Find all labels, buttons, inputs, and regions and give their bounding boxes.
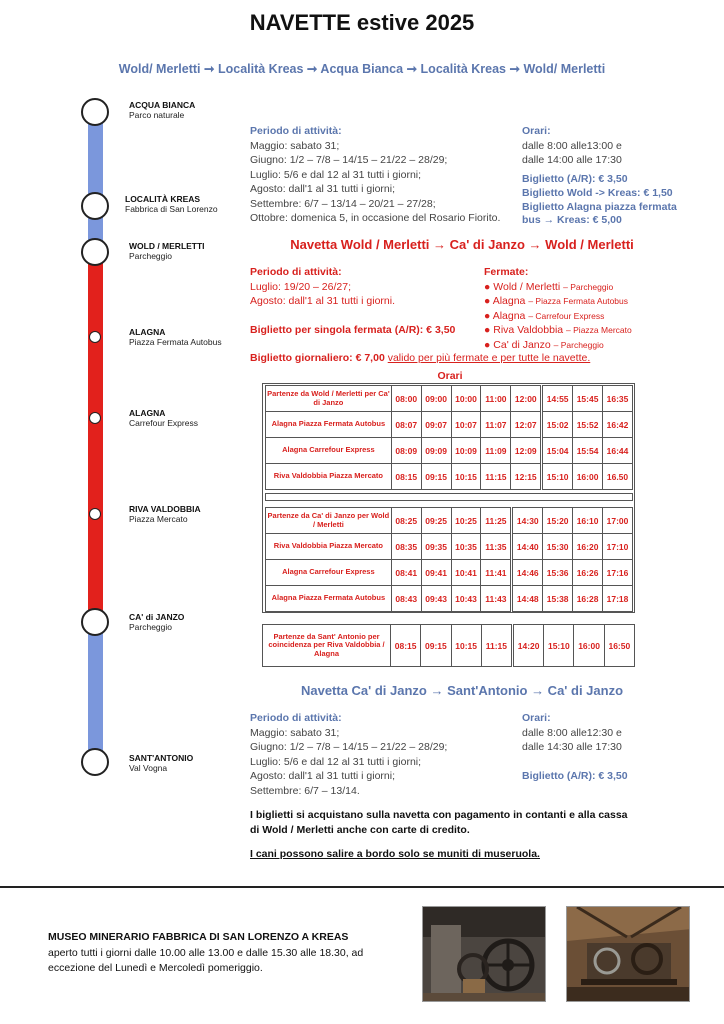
departure-time: 10:41 [451, 560, 481, 586]
departure-time: 16:26 [573, 560, 603, 586]
timetable-row [266, 534, 633, 560]
arrow-icon: ➞ [509, 62, 520, 76]
departure-time: 10:00 [451, 386, 481, 412]
departure-time: 09:43 [421, 586, 451, 612]
departure-time: 08:09 [391, 438, 421, 464]
departure-time: 09:00 [421, 386, 451, 412]
stop-label: RIVA VALDOBBIA Piazza Mercato [129, 504, 201, 524]
stop-label: LOCALITÀ KREAS Fabbrica di San Lorenzo [125, 194, 218, 214]
departure-time: 11:25 [481, 508, 512, 534]
departure-time: 10:35 [451, 534, 481, 560]
payment-note: I biglietti si acquistano sulla navetta con pagamento in contanti e alla cassa di Wold / Merletti anche con carte di credito. [250, 809, 628, 836]
departure-time: 15:52 [573, 412, 603, 438]
stop-marker-alagna-carrefour [89, 412, 101, 424]
departure-time: 09:35 [421, 534, 451, 560]
departure-time: 15:30 [543, 534, 573, 560]
departure-time: 12:09 [511, 438, 542, 464]
route-stop: Acqua Bianca [320, 62, 404, 76]
timetable-row [263, 625, 635, 667]
departure-time: 14:20 [512, 625, 543, 667]
departure-time: 12:00 [511, 386, 542, 412]
stop-label: ALAGNA Piazza Fermata Autobus [129, 327, 222, 347]
departure-time: 16:28 [573, 586, 603, 612]
timetable-stop-label: Alagna Piazza Fermata Autobus [266, 586, 392, 612]
departure-time: 16:50 [604, 625, 634, 667]
arrow-icon: ➞ [406, 62, 418, 76]
departure-time: 16:44 [603, 438, 633, 464]
departure-time: 17:18 [603, 586, 633, 612]
departure-time: 08:07 [391, 412, 421, 438]
timetable-row [266, 464, 633, 490]
museum-photo-machinery [422, 906, 546, 1002]
departure-time: 10:43 [451, 586, 481, 612]
departure-time: 15:20 [543, 508, 573, 534]
departure-time: 15:10 [544, 625, 574, 667]
timetable-return [265, 507, 633, 612]
page-title: NAVETTE estive 2025 [249, 10, 475, 35]
orari-label: Orari [437, 370, 463, 382]
departure-time: 15:02 [542, 412, 573, 438]
departure-time: 16:42 [603, 412, 633, 438]
stop-marker-antonio [81, 748, 109, 776]
timetable-row [266, 386, 633, 412]
stop-marker-janzo [81, 608, 109, 636]
departure-time: 09:25 [421, 508, 451, 534]
departure-time: 08:15 [391, 625, 421, 667]
departure-time: 16.50 [603, 464, 633, 490]
route-stop: Wold/ Merletti [523, 62, 606, 76]
departure-time: 14:46 [512, 560, 543, 586]
departure-time: 14:55 [542, 386, 573, 412]
stop-marker-riva [89, 508, 101, 520]
departure-time: 09:15 [421, 625, 451, 667]
departure-time: 10:25 [451, 508, 481, 534]
departure-time: 16:00 [573, 464, 603, 490]
departure-time: 09:07 [421, 412, 451, 438]
departure-time: 15:45 [573, 386, 603, 412]
janzo-heading: Navetta Wold / Merletti → Ca' di Janzo → Wold / Merletti [290, 237, 634, 252]
departure-time: 09:09 [421, 438, 451, 464]
arrow-icon: ➞ [306, 62, 318, 76]
timetable-stop-label: Partenze da Wold / Merletti per Ca' di Janzo [266, 386, 392, 412]
stop-marker-wold [81, 238, 109, 266]
line-segment-blue-top [88, 115, 103, 252]
departure-time: 11:41 [481, 560, 512, 586]
janzo-fermate: Fermate: ● Wold / Merletti – Parcheggio ● Alagna – Piazza Fermata Autobus ● Alagna – Carrefour Express ● Riva Valdobbia – Piazza Mercato ● Ca' di Janzo – Parcheggio [484, 266, 632, 351]
janzo-period: Periodo di attività: Luglio: 19/20 – 26/27; Agosto: dall'1 al 31 tutti i giorni. [250, 266, 396, 307]
departure-time: 16:20 [573, 534, 603, 560]
departure-time: 17:00 [603, 508, 633, 534]
timetable-row [266, 412, 633, 438]
departure-time: 10:07 [451, 412, 481, 438]
timetable-stop-label: Alagna Carrefour Express [266, 438, 392, 464]
janzo-single-ticket: Biglietto per singola fermata (A/R): € 3,50 [250, 324, 456, 336]
departure-time: 17:16 [603, 560, 633, 586]
timetable-stop-label: Alagna Piazza Fermata Autobus [266, 412, 392, 438]
antonio-hours: Orari: dalle 8:00 alle12:30 e dalle 14:30 alle 17:30 Biglietto (A/R): € 3,50 [522, 712, 628, 782]
section-divider [0, 886, 724, 888]
departure-time: 10:15 [451, 464, 481, 490]
departure-time: 17:10 [603, 534, 633, 560]
departure-time: 14:40 [512, 534, 543, 560]
departure-time: 09:41 [421, 560, 451, 586]
departure-time: 11:00 [481, 386, 511, 412]
line-segment-red [88, 252, 103, 622]
kreas-period: Periodo di attività: Maggio: sabato 31; Giugno: 1/2 – 7/8 – 14/15 – 21/22 – 28/29; Luglio: 5/6 e dal 12 al 31 tutti i giorni; Agosto: dall'1 al 31 tutti i giorni; Settembre: 6/7 – 13/14 – 20/21 – 27/28; Ottobre: domenica 5, in occasione del Rosario Fiorito. [250, 125, 501, 224]
departure-time: 08:41 [391, 560, 421, 586]
timetable-row [266, 560, 633, 586]
arrow-icon: ➞ [204, 62, 215, 76]
departure-time: 11:35 [481, 534, 512, 560]
dogs-note: I cani possono salire a bordo solo se muniti di museruola. [250, 848, 540, 860]
departure-time: 11:07 [481, 412, 511, 438]
departure-time: 15:04 [542, 438, 573, 464]
route-stop: Località Kreas [420, 62, 507, 76]
timetable-separator [265, 493, 633, 501]
antonio-heading: Navetta Ca' di Janzo → Sant'Antonio → Ca' di Janzo [300, 683, 624, 698]
departure-time: 08:15 [391, 464, 421, 490]
stop-label: ACQUA BIANCA Parco naturale [129, 100, 196, 120]
timetable-antonio [262, 624, 635, 667]
departure-time: 08:00 [391, 386, 421, 412]
timetable-stop-label: Partenze da Sant' Antonio per coincidenza per Riva Valdobbia / Alagna [263, 625, 391, 667]
timetable-stop-label: Alagna Carrefour Express [266, 560, 392, 586]
departure-time: 08:43 [391, 586, 421, 612]
departure-time: 08:35 [391, 534, 421, 560]
departure-time: 11:15 [481, 464, 511, 490]
departure-time: 16:00 [574, 625, 604, 667]
stop-label: WOLD / MERLETTI Parcheggio [129, 241, 205, 261]
timetable-stop-label: Riva Valdobbia Piazza Mercato [266, 464, 392, 490]
timetable-row [266, 586, 633, 612]
departure-time: 10:09 [451, 438, 481, 464]
departure-time: 12:15 [511, 464, 542, 490]
departure-time: 14:48 [512, 586, 543, 612]
route-stop: Località Kreas [217, 62, 304, 76]
timetable-outbound [265, 385, 633, 490]
museum-photo-workshop [566, 906, 690, 1002]
stop-label: CA' di JANZO Parcheggio [129, 612, 185, 632]
departure-time: 14:30 [512, 508, 543, 534]
stop-marker-kreas [81, 192, 109, 220]
stop-marker-alagna-piazza [89, 331, 101, 343]
stop-label: SANT'ANTONIO Val Vogna [129, 753, 194, 773]
departure-time: 16:35 [603, 386, 633, 412]
line-segment-blue-bottom [88, 622, 103, 762]
departure-time: 11:15 [481, 625, 512, 667]
route-stop: Wold/ Merletti [118, 62, 201, 76]
departure-time: 11:09 [481, 438, 511, 464]
stop-marker-acqua-bianca [81, 98, 109, 126]
janzo-daily-ticket: Biglietto giornaliero: € 7,00 valido per più fermate e per tutte le navette. [250, 352, 591, 364]
route-summary [0, 61, 724, 76]
museum-title: MUSEO MINERARIO FABBRICA DI SAN LORENZO A KREAS [48, 931, 349, 943]
departure-time: 10:15 [451, 625, 481, 667]
departure-time: 15:54 [573, 438, 603, 464]
departure-time: 16:10 [573, 508, 603, 534]
timetable-stop-label: Riva Valdobbia Piazza Mercato [266, 534, 392, 560]
departure-time: 15:10 [542, 464, 573, 490]
antonio-period: Periodo di attività: Maggio: sabato 31; Giugno: 1/2 – 7/8 – 14/15 – 21/22 – 28/29; Luglio: 5/6 e dal 12 al 31 tutti i giorni; Agosto: dall'1 al 31 tutti i giorni; Settembre: 6/7 – 13/14. [250, 712, 448, 797]
departure-time: 12:07 [511, 412, 542, 438]
departure-time: 08:25 [391, 508, 421, 534]
museum-text: aperto tutti i giorni dalle 10.00 alle 13.00 e dalle 15.30 alle 18.30, ad eccezione del Lunedì e Mercoledì pomeriggio. [48, 947, 364, 974]
departure-time: 09:15 [421, 464, 451, 490]
stop-label: ALAGNA Carrefour Express [129, 408, 198, 428]
departure-time: 11:43 [481, 586, 512, 612]
timetable-stop-label: Partenze da Ca' di Janzo per Wold / Merletti [266, 508, 392, 534]
kreas-hours: Orari: dalle 8:00 alle13:00 e dalle 14:00 alle 17:30 Biglietto (A/R): € 3,50 Biglietto Wold -> Kreas: € 1,50 Biglietto Alagna piazza fermata bus → Kreas: € 5,00 [522, 125, 677, 226]
departure-time: 15:36 [543, 560, 573, 586]
timetable-row [266, 508, 633, 534]
timetable-row [266, 438, 633, 464]
departure-time: 15:38 [543, 586, 573, 612]
